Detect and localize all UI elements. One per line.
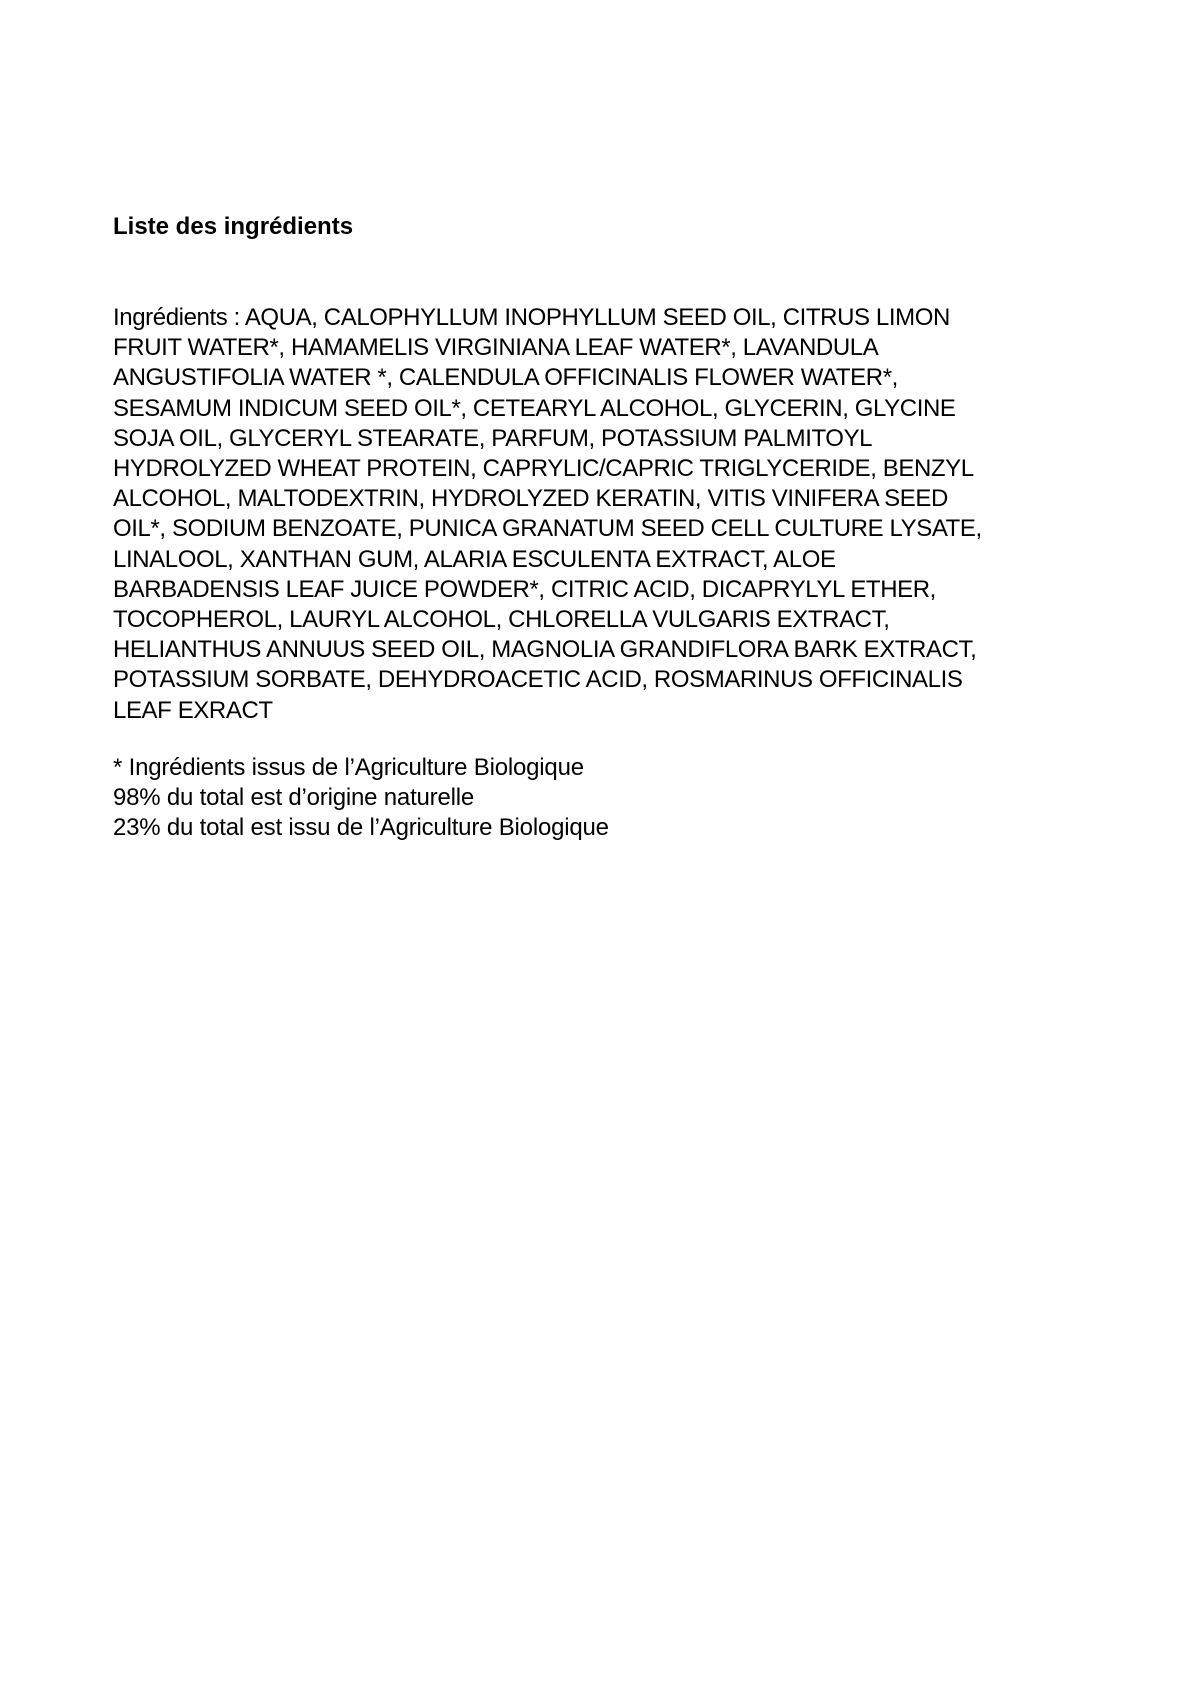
ingredients-line: POTASSIUM SORBATE, DEHYDROACETIC ACID, ROSMARINUS OFFICINALIS [113, 666, 963, 694]
document-title: Liste des ingrédients [113, 213, 354, 240]
natural-origin-note: 98% du total est d’origine naturelle [113, 784, 475, 812]
ingredients-line: HYDROLYZED WHEAT PROTEIN, CAPRYLIC/CAPRIC TRIGLYCERIDE, BENZYL [113, 455, 974, 483]
ingredients-paragraph [113, 303, 1073, 726]
ingredients-line: FRUIT WATER*, HAMAMELIS VIRGINIANA LEAF WATER*, LAVANDULA [113, 334, 879, 362]
ingredients-line: HELIANTHUS ANNUUS SEED OIL, MAGNOLIA GRANDIFLORA BARK EXTRACT, [113, 636, 977, 664]
organic-percentage-note: 23% du total est issu de l’Agriculture Biologique [113, 814, 609, 842]
ingredients-line: Ingrédients : AQUA, CALOPHYLLUM INOPHYLLUM SEED OIL, CITRUS LIMON [113, 304, 950, 331]
ingredients-line: BARBADENSIS LEAF JUICE POWDER*, CITRIC ACID, DICAPRYLYL ETHER, [113, 575, 936, 603]
ingredients-line: SOJA OIL, GLYCERYL STEARATE, PARFUM, POTASSIUM PALMITOYL [113, 424, 873, 452]
notes-block [113, 753, 609, 844]
organic-footnote: * Ingrédients issus de l’Agriculture Biologique [113, 754, 584, 781]
ingredients-line: LINALOOL, XANTHAN GUM, ALARIA ESCULENTA EXTRACT, ALOE [113, 545, 836, 573]
ingredients-line: ALCOHOL, MALTODEXTRIN, HYDROLYZED KERATIN, VITIS VINIFERA SEED [113, 485, 948, 513]
ingredients-line: TOCOPHEROL, LAURYL ALCOHOL, CHLORELLA VULGARIS EXTRACT, [113, 606, 890, 634]
ingredients-line: OIL*, SODIUM BENZOATE, PUNICA GRANATUM SEED CELL CULTURE LYSATE, [113, 515, 982, 543]
ingredients-line: SESAMUM INDICUM SEED OIL*, CETEARYL ALCOHOL, GLYCERIN, GLYCINE [113, 394, 956, 422]
ingredients-line: ANGUSTIFOLIA WATER *, CALENDULA OFFICINALIS FLOWER WATER*, [113, 364, 898, 392]
ingredients-line: LEAF EXRACT [113, 696, 273, 724]
